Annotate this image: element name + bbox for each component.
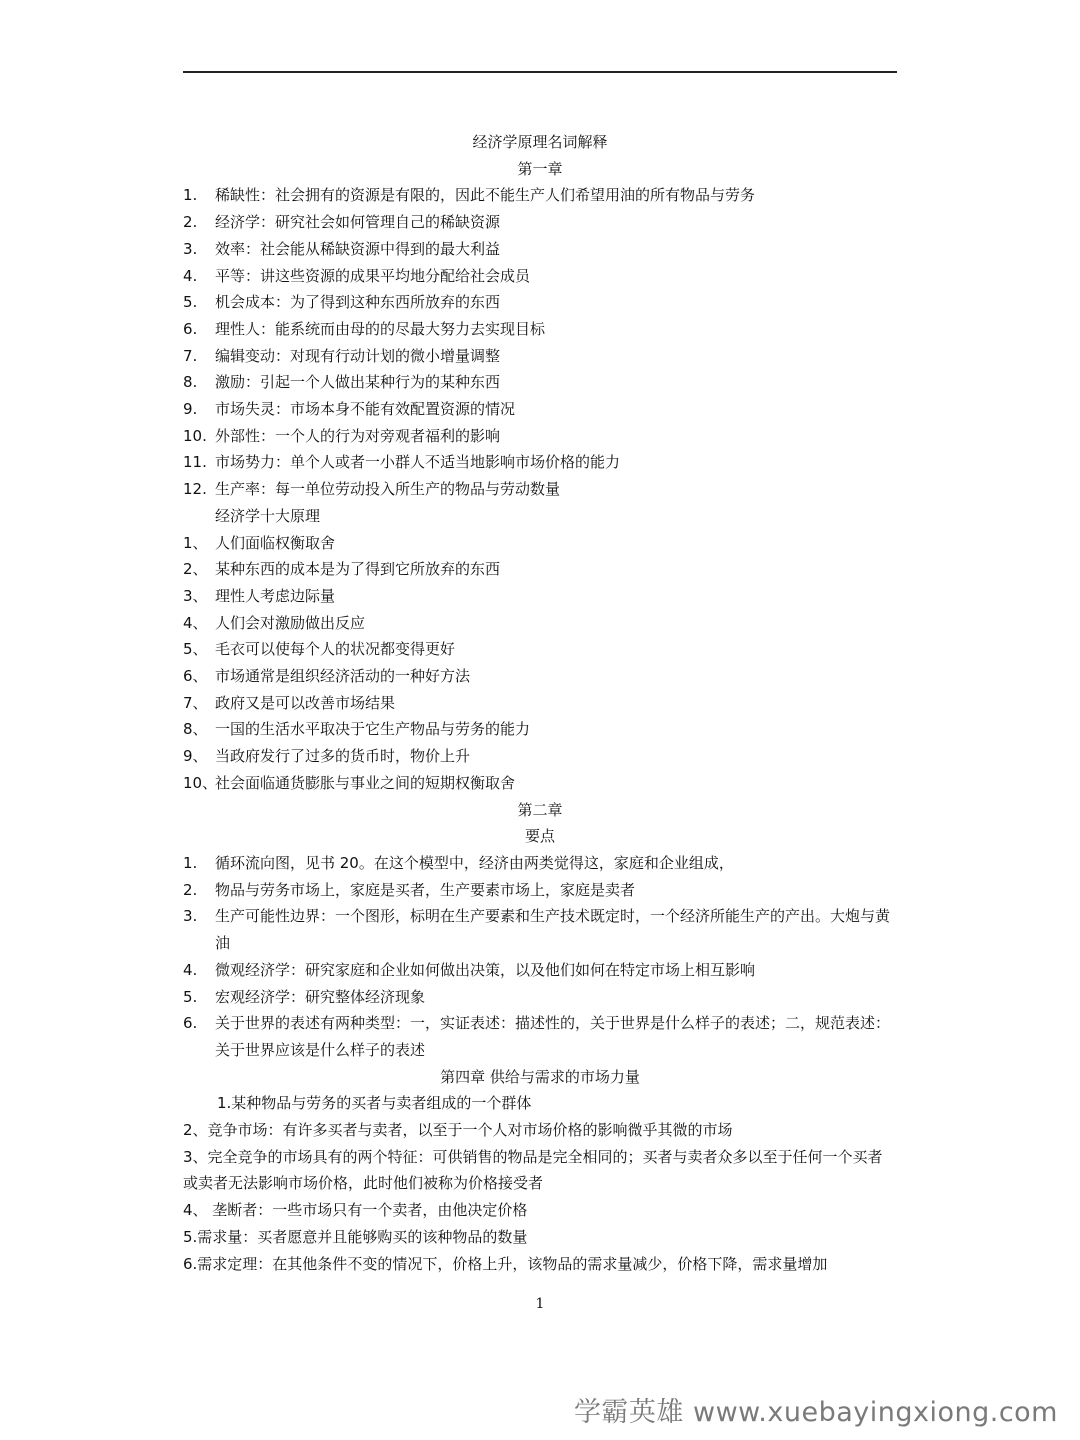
item-number: 3. [183,907,198,926]
list-item [183,556,897,583]
item-text: 经济学：研究社会如何管理自己的稀缺资源 [215,213,501,232]
item-text: 宏观经济学：研究整体经济现象 [215,987,426,1006]
item-text: 稀缺性：社会拥有的资源是有限的，因此不能生产人们希望用油的所有物品与劳务 [215,186,756,205]
item-number: 6、 [183,667,208,686]
list-item [183,636,897,663]
list-item [183,423,897,450]
list-item [183,610,897,637]
list-item [183,583,897,610]
item-text: 平等：讲这些资源的成果平均地分配给社会成员 [215,266,531,285]
chapter-4-heading: 第四章 供给与需求的市场力量 [440,1067,640,1086]
item-number: 4、 [183,613,208,632]
item-text: 当政府发行了过多的货币时，物价上升 [215,747,471,766]
item-text: 生产率：每一单位劳动投入所生产的物品与劳动数量 [215,480,561,499]
item-number: 5、 [183,640,208,659]
list-item [183,316,897,343]
principles-heading: 经济学十大原理 [215,506,321,525]
list-item [183,877,897,904]
item-number: 7、 [183,693,208,712]
item-text: 人们会对激励做出反应 [215,613,366,632]
item-text: 激励：引起一个人做出某种行为的某种东西 [215,373,501,392]
header-rule [183,71,897,73]
item-text: 人们面临权衡取舍 [215,533,336,552]
list-item: 2、竞争市场：有许多买者与卖者，以至于一个人对市场价格的影响微乎其微的市场 [183,1121,733,1140]
list-item [183,663,897,690]
list-item [183,690,897,717]
list-item [183,182,897,209]
item-text: 循环流向图，见书 20。在这个模型中，经济由两类觉得这，家庭和企业组成， [215,853,734,872]
item-number: 3、 [183,586,208,605]
item-number: 9. [183,400,198,419]
item-text: 生产可能性边界：一个图形，标明在生产要素和生产技术既定时，一个经济所能生产的产出。大炮与黄油 [215,907,891,953]
item-number: 8、 [183,720,208,739]
item-number: 5. [183,293,198,312]
watermark: 学霸英雄 www.xuebayingxiong.com [573,1397,1058,1428]
list-item [183,770,897,797]
list-item: 3、完全竞争的市场具有的两个特征：可供销售的物品是完全相同的；买者与卖者众多以至于任何一个买者或卖者无法影响市场价格，此时他们被称为价格接受者 [183,1147,883,1193]
list-item [183,716,897,743]
item-number: 4. [183,266,198,285]
list-item [183,743,897,770]
item-number: 4. [183,960,198,979]
item-text: 编辑变动：对现有行动计划的微小增量调整 [215,346,501,365]
item-text: 市场势力：单个人或者一小群人不适当地影响市场价格的能力 [215,453,621,472]
item-number: 11. [183,453,207,472]
list-item: 6.需求定理：在其他条件不变的情况下，价格上升，该物品的需求量减少，价格下降，需求量增加 [183,1254,828,1273]
item-number: 6. [183,319,198,338]
item-number: 1. [183,853,198,872]
item-number: 6. [183,1014,198,1033]
item-number: 12. [183,480,207,499]
item-number: 8. [183,373,198,392]
list-item [183,957,897,984]
item-text: 理性人考虑边际量 [215,586,336,605]
list-item [183,530,897,557]
item-text: 市场失灵：市场本身不能有效配置资源的情况 [215,400,516,419]
item-number: 2、 [183,560,208,579]
item-number: 7. [183,346,198,365]
item-text: 社会面临通货膨胀与事业之间的短期权衡取舍 [215,773,516,792]
principles-list [183,530,897,797]
list-item [183,476,897,503]
item-text: 理性人：能系统而由母的的尽最大努力去实现目标 [215,319,546,338]
item-number: 1、 [183,533,208,552]
list-item [183,369,897,396]
item-number: 2. [183,880,198,899]
list-item [183,396,897,423]
chapter-1-list [183,182,897,502]
list-item: 4、 垄断者：一些市场只有一个卖者，由他决定价格 [183,1201,528,1220]
document-body [183,129,897,1277]
item-text: 毛衣可以使每个人的状况都变得更好 [215,640,456,659]
chapter-1-heading: 第一章 [517,159,563,178]
item-text: 一国的生活水平取决于它生产物品与劳务的能力 [215,720,531,739]
item-text: 政府又是可以改善市场结果 [215,693,396,712]
item-number: 2. [183,213,198,232]
item-number: 5. [183,987,198,1006]
chapter-2-heading: 第二章 [517,800,563,819]
list-item [183,209,897,236]
list-item [183,1010,897,1063]
item-text: 微观经济学：研究家庭和企业如何做出决策，以及他们如何在特定市场上相互影响 [215,960,756,979]
item-number: 10、 [183,773,218,792]
item-text: 市场通常是组织经济活动的一种好方法 [215,667,471,686]
item-number: 10. [183,426,207,445]
chapter-2-subheading: 要点 [524,827,555,846]
list-item [183,449,897,476]
list-item: 1.某种物品与劳务的买者与卖者组成的一个群体 [217,1094,532,1113]
item-number: 3. [183,239,198,258]
item-text: 外部性：一个人的行为对旁观者福利的影响 [215,426,501,445]
item-text: 机会成本：为了得到这种东西所放弃的东西 [215,293,501,312]
item-number: 9、 [183,747,208,766]
list-item [183,236,897,263]
list-item [183,850,897,877]
chapter-2-list [183,850,897,1064]
list-item [183,289,897,316]
item-text: 效率：社会能从稀缺资源中得到的最大利益 [215,239,501,258]
list-item [183,984,897,1011]
item-number: 1. [183,186,198,205]
item-text: 物品与劳务市场上，家庭是买者，生产要素市场上，家庭是卖者 [215,880,636,899]
item-text: 关于世界的表述有两种类型：一，实证表述：描述性的，关于世界是什么样子的表述；二，规范表述：关于世界应该是什么样子的表述 [215,1014,891,1059]
page-number: 1 [535,1296,545,1312]
list-item: 5.需求量：买者愿意并且能够购买的该种物品的数量 [183,1227,528,1246]
document-title: 经济学原理名词解释 [472,133,608,151]
chapter-4-list [183,1090,897,1277]
list-item [183,263,897,290]
list-item [183,903,897,956]
item-text: 某种东西的成本是为了得到它所放弃的东西 [215,560,501,579]
list-item [183,343,897,370]
